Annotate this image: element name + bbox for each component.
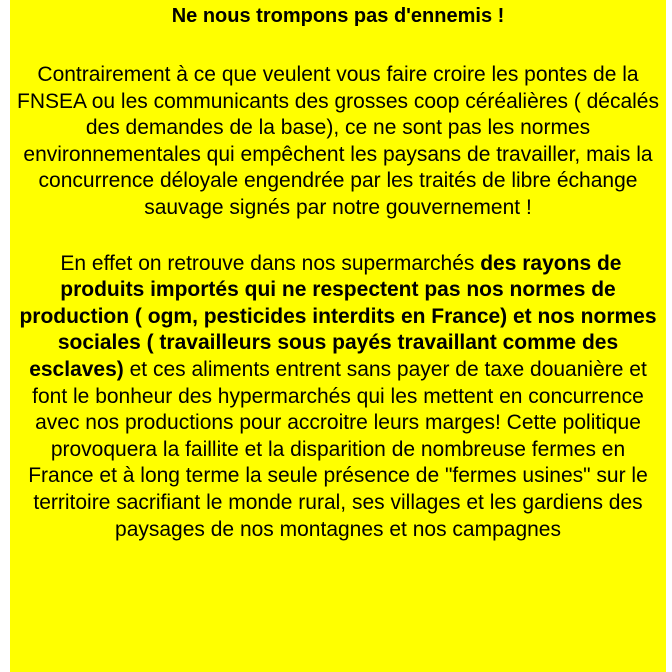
paragraph-2: [16, 251, 660, 544]
paragraph-2-rest: et ces aliments entrent sans payer de taxe douanière et font le bonheur des hypermarchés qui les mettent en concurrence avec nos productions pour accroitre leurs marges! Cette politique provoquera la faillite et la disparition de nombreuse fermes en France et à long terme la seule présence de "fermes usines" sur le territoire sacrifiant le monde rural, ses villages et les gardiens des paysages de nos montagnes et nos campagnes: [28, 357, 648, 541]
yellow-text-panel: [10, 0, 666, 672]
paragraph-2-lead: En effet on retrouve dans nos supermarchés: [54, 251, 481, 275]
paragraph-2-bold: des rayons de produits importés qui ne respectent pas nos normes de production ( ogm, pesticides interdits en France) et nos normes sociales ( travailleurs sous payés travaillant comme des esclaves): [19, 251, 657, 381]
document-title: Ne nous trompons pas d'ennemis !: [171, 5, 505, 27]
paragraph-1: Contrairement à ce que veulent vous faire croire les pontes de la FNSEA ou les communicants des grosses coop céréalières ( décalés des demandes de la base), ce ne sont pas les normes environnementales qui empêchent les paysans de travailler, mais la concurrence déloyale engendrée par les traités de libre échange sauvage signés par notre gouvernement !: [17, 63, 659, 219]
text-block: [16, 3, 660, 543]
